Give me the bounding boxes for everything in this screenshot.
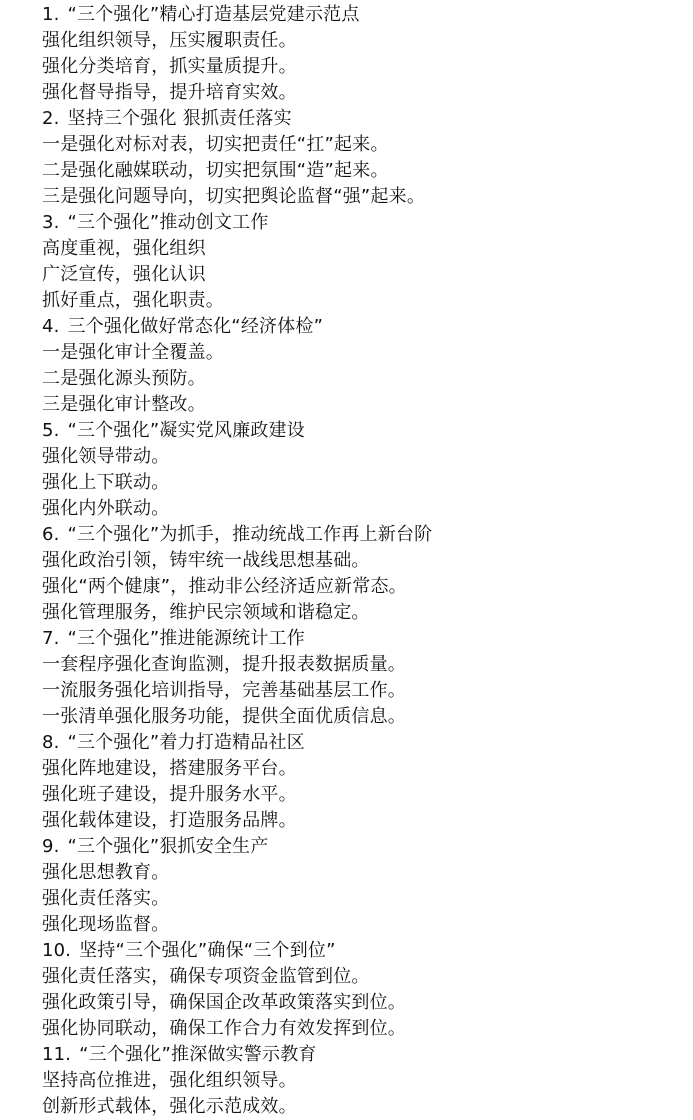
section-title: “三个强化”着力打造精品社区 [67,732,305,753]
section [42,626,682,730]
section-title: “三个强化”推进能源统计工作 [67,628,305,649]
section-title: “三个强化”为抓手，推动统战工作再上新台阶 [67,524,433,545]
list-item: 强化领导带动。 [42,446,170,467]
section [42,522,682,626]
section-heading [42,522,682,548]
section-number: 4. [42,316,60,337]
section [42,1042,682,1120]
list-item: 一是强化对标对表，切实把责任“扛”起来。 [42,134,389,155]
list-item: 强化政治引领，铸牢统一战线思想基础。 [42,550,370,571]
list-item: 强化组织领导，压实履职责任。 [42,30,297,51]
list-item: 强化上下联动。 [42,472,170,493]
section-heading [42,106,682,132]
list-item: 一是强化审计全覆盖。 [42,342,224,363]
section-heading [42,210,682,236]
list-item: 坚持高位推进，强化组织领导。 [42,1070,297,1091]
section [42,418,682,522]
list-item: 强化督导指导，提升培育实效。 [42,82,297,103]
document-body [42,2,682,1120]
section-heading [42,938,682,964]
list-item: 强化阵地建设，搭建服务平台。 [42,758,297,779]
list-item: 强化内外联动。 [42,498,170,519]
list-item: 强化管理服务，维护民宗领域和谐稳定。 [42,602,370,623]
section-number: 11. [42,1044,72,1065]
section-number: 2. [42,108,60,129]
section [42,210,682,314]
list-item: 强化班子建设，提升服务水平。 [42,784,297,805]
section-number: 8. [42,732,60,753]
section-heading [42,418,682,444]
section [42,730,682,834]
list-item: 一张清单强化服务功能，提供全面优质信息。 [42,706,406,727]
list-item: 强化“两个健康”，推动非公经济适应新常态。 [42,576,407,597]
section-heading [42,2,682,28]
section-heading [42,626,682,652]
section-number: 9. [42,836,60,857]
list-item: 创新形式载体，强化示范成效。 [42,1096,297,1117]
list-item: 二是强化融媒联动，切实把氛围“造”起来。 [42,160,389,181]
list-item: 抓好重点，强化职责。 [42,290,224,311]
section [42,106,682,210]
section-title: “三个强化”推动创文工作 [67,212,269,233]
section [42,834,682,938]
list-item: 一流服务强化培训指导，完善基础基层工作。 [42,680,406,701]
list-item: 高度重视，强化组织 [42,238,206,259]
section-heading [42,730,682,756]
section-number: 10. [42,940,72,961]
list-item: 二是强化源头预防。 [42,368,206,389]
list-item: 强化载体建设，打造服务品牌。 [42,810,297,831]
section-title: 三个强化做好常态化“经济体检” [67,316,324,337]
list-item: 三是强化审计整改。 [42,394,206,415]
section-heading [42,314,682,340]
list-item: 强化协同联动，确保工作合力有效发挥到位。 [42,1018,406,1039]
list-item: 强化责任落实。 [42,888,170,909]
section-title: “三个强化”狠抓安全生产 [67,836,269,857]
section [42,2,682,106]
section-title: “三个强化”凝实党风廉政建设 [67,420,305,441]
section-heading [42,1042,682,1068]
section-title: “三个强化”精心打造基层党建示范点 [67,4,360,25]
list-item: 广泛宣传，强化认识 [42,264,206,285]
list-item: 强化现场监督。 [42,914,170,935]
section-title: “三个强化”推深做实警示教育 [79,1044,317,1065]
section-title: 坚持“三个强化”确保“三个到位” [79,940,336,961]
list-item: 强化政策引导，确保国企改革政策落实到位。 [42,992,406,1013]
list-item: 强化责任落实，确保专项资金监管到位。 [42,966,370,987]
section-title: 坚持三个强化 狠抓责任落实 [67,108,292,129]
list-item: 一套程序强化查询监测，提升报表数据质量。 [42,654,406,675]
section-number: 7. [42,628,60,649]
section-number: 3. [42,212,60,233]
section-number: 6. [42,524,60,545]
section-number: 1. [42,4,60,25]
section [42,938,682,1042]
list-item: 强化分类培育，抓实量质提升。 [42,56,297,77]
list-item: 三是强化问题导向，切实把舆论监督“强”起来。 [42,186,426,207]
section-number: 5. [42,420,60,441]
section-heading [42,834,682,860]
list-item: 强化思想教育。 [42,862,170,883]
section [42,314,682,418]
